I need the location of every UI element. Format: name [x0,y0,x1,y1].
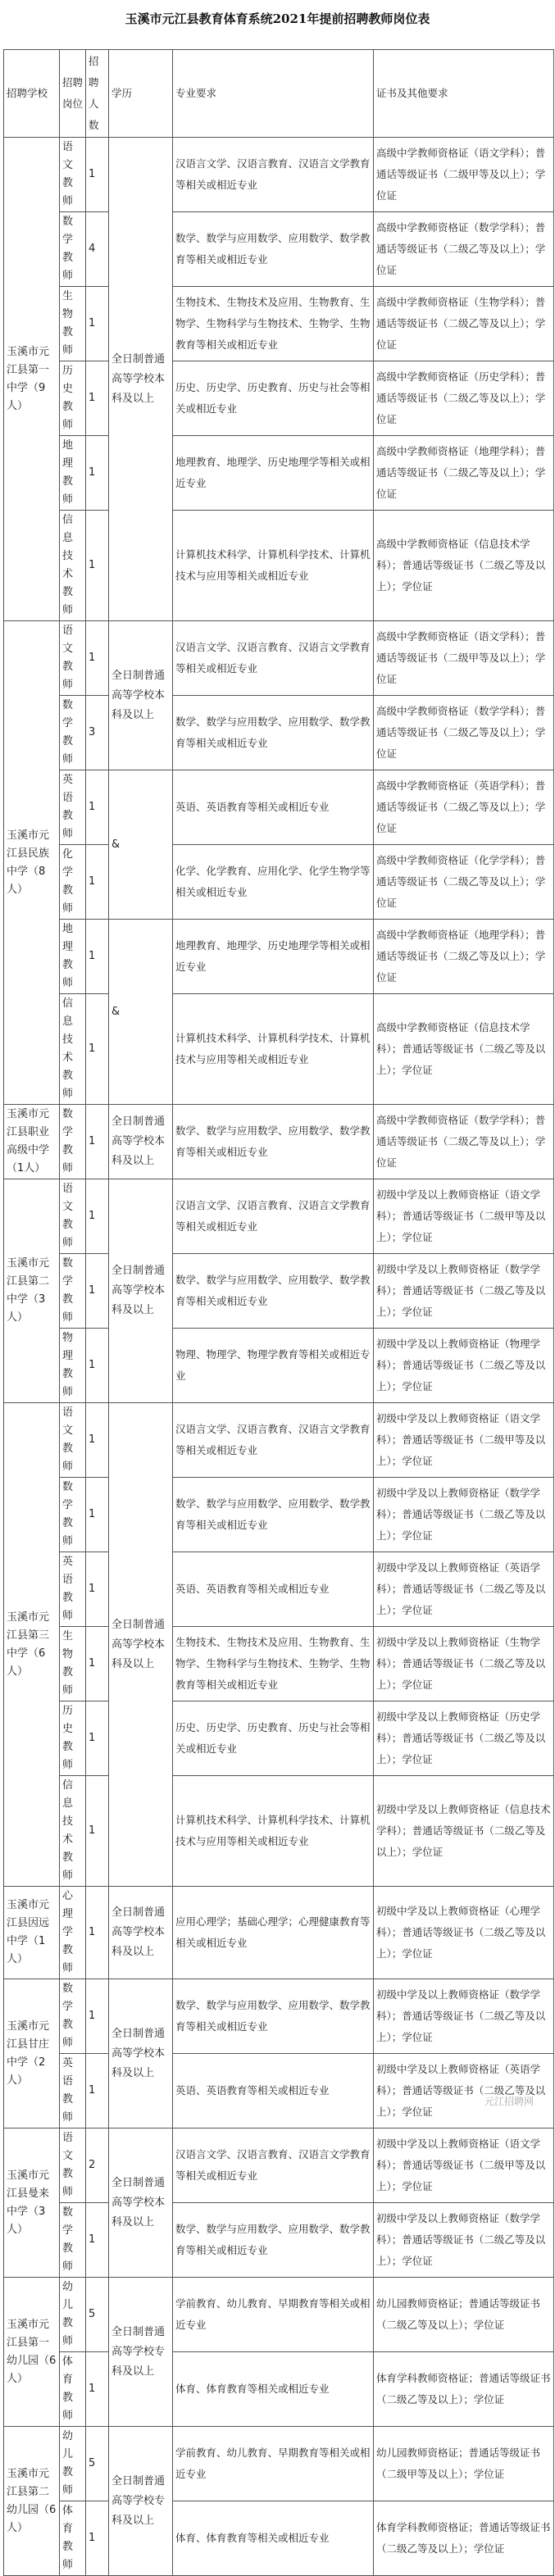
watermark: 元江招聘网 [484,2096,534,2107]
position-cell: 语文教师 [60,621,86,696]
education-cell: 全日制普通高等学校专科及以上 [109,2278,173,2427]
cert-cell: 高级中学教师资格证（数学学科）；普通话等级证书（二级乙等及以上）；学位证 [374,1105,554,1179]
table-row [4,1979,554,2054]
school-cell: 玉溪市元江县甘庄中学（2人） [4,1979,60,2128]
table-row [4,1254,554,1329]
position-cell: 英语教师 [60,1552,86,1627]
count-cell: 1 [86,1403,109,1478]
position-cell: 体育教师 [60,2352,86,2427]
cert-cell: 初级中学及以上教师资格证（数学学科）；普通话等级证书（二级乙等及以上）；学位证 [374,2203,554,2278]
cert-cell: 初级中学及以上教师资格证（数学学科）；普通话等级证书（二级乙等及以上）；学位证 [374,1979,554,2054]
table-row [4,2054,554,2128]
table-row [4,2203,554,2278]
school-cell: 玉溪市元江县曼来中学（3人） [4,2128,60,2278]
table-row [4,1776,554,1887]
position-cell: 英语教师 [60,2054,86,2128]
table-row [4,511,554,621]
table-row [4,287,554,361]
header-cert: 证书及其他要求 [374,50,554,138]
table-row [4,920,554,994]
cert-cell: 高级中学教师资格证（英语学科）；普通话等级证书（二级乙等及以上）；学位证 [374,770,554,845]
education-cell: 全日制普通高等学校本科及以上 [109,1887,173,1979]
school-cell: 玉溪市元江县第二幼儿园（6人） [4,2427,60,2576]
table-row [4,845,554,920]
major-cell: 数学、数学与应用数学、应用数学、数学教育等相关或相近专业 [173,2203,374,2278]
major-cell: 数学、数学与应用数学、应用数学、数学教育等相关或相近专业 [173,212,374,287]
cert-cell: 初级中学及以上教师资格证（英语学科）；普通话等级证书（二级乙等及以上）；学位证 [374,1552,554,1627]
recruitment-table [3,49,554,2576]
cert-cell: 体育学科教师资格证；普通话等级证书（二级乙等及以上）；学位证 [374,2352,554,2427]
school-cell: 玉溪市元江县第一幼儿园（6人） [4,2278,60,2427]
cert-cell: 幼儿园教师资格证；普通话等级证书（二级甲等及以上）；学位证 [374,2427,554,2501]
education-cell: 全日制普通高等学校本科及以上 [109,1979,173,2128]
position-cell: 地理教师 [60,436,86,511]
count-cell: 1 [86,2352,109,2427]
count-cell: 5 [86,2427,109,2501]
count-cell: 1 [86,2203,109,2278]
major-cell: 生物技术、生物技术及应用、生物教育、生物学、生物科学与生物技术、生物学、生物教育等相关或相近专业 [173,1627,374,1701]
count-cell: 1 [86,1627,109,1701]
table-row [4,1887,554,1979]
position-cell: 英语教师 [60,770,86,845]
count-cell: 1 [86,920,109,994]
cert-cell: 初级中学及以上教师资格证（语文学科）；普通话等级证书（二级甲等及以上）；学位证 [374,2128,554,2203]
major-cell: 汉语言文学、汉语言教育、汉语言文学教育等相关或相近专业 [173,1403,374,1478]
table-row [4,770,554,845]
header-school: 招聘学校 [4,50,60,138]
count-cell: 1 [86,1254,109,1329]
major-cell: 应用心理学；基础心理学；心理健康教育等相关或相近专业 [173,1887,374,1979]
cert-cell: 初级中学及以上教师资格证（数学学科）；普通话等级证书（二级乙等及以上）；学位证 [374,1478,554,1552]
count-cell: 2 [86,2128,109,2203]
table-row [4,138,554,212]
position-cell: 体育教师 [60,2501,86,2576]
table-header-row [4,50,554,138]
position-cell: 历史教师 [60,361,86,436]
cert-cell: 高级中学教师资格证（语文学科）；普通话等级证书（二级甲等及以上）；学位证 [374,621,554,696]
count-cell: 1 [86,1887,109,1979]
table-row [4,212,554,287]
cert-cell: 初级中学及以上教师资格证（心理学科）；普通话等级证书（二级乙等及以上）；学位证 [374,1887,554,1979]
header-major: 专业要求 [173,50,374,138]
position-cell: 数学教师 [60,1105,86,1179]
school-cell: 玉溪市元江县因远中学（1人） [4,1887,60,1979]
major-cell: 学前教育、幼儿教育、早期教育等相关或相近专业 [173,2427,374,2501]
position-cell: 心理学教师 [60,1887,86,1979]
education-cell: & [109,920,173,1105]
major-cell: 数学、数学与应用数学、应用数学、数学教育等相关或相近专业 [173,1979,374,2054]
position-cell: 数学教师 [60,2203,86,2278]
education-cell: 全日制普通高等学校本科及以上 [109,1179,173,1403]
count-cell: 1 [86,2054,109,2128]
table-row [4,361,554,436]
table-row [4,621,554,696]
position-cell: 语文教师 [60,1179,86,1254]
table-row [4,1627,554,1701]
major-cell: 计算机技术科学、计算机科学技术、计算机技术与应用等相关或相近专业 [173,1776,374,1887]
school-cell: 玉溪市元江县第三中学（6人） [4,1403,60,1887]
position-cell: 数学教师 [60,212,86,287]
table-row [4,1105,554,1179]
cert-cell: 初级中学及以上教师资格证（信息技术学科）；普通话等级证书（二级乙等及以上）；学位证 [374,1776,554,1887]
header-count: 招聘人数 [86,50,109,138]
count-cell: 1 [86,511,109,621]
cert-cell: 高级中学教师资格证（化学学科）；普通话等级证书（二级乙等及以上）；学位证 [374,845,554,920]
education-cell: 全日制普通高等学校专科及以上 [109,2427,173,2576]
cert-cell: 初级中学及以上教师资格证（英语学科）；普通话等级证书（二级乙等及以上）；学位证 [374,2054,554,2128]
major-cell: 汉语言文学、汉语言教育、汉语言文学教育等相关或相近专业 [173,1179,374,1254]
education-cell: 全日制普通高等学校本科及以上 [109,1105,173,1179]
major-cell: 体育、体育教育等相关或相近专业 [173,2352,374,2427]
school-cell: 玉溪市元江县职业高级中学（1人） [4,1105,60,1179]
major-cell: 历史、历史学、历史教育、历史与社会等相关或相近专业 [173,361,374,436]
table-row [4,1329,554,1403]
position-cell: 信息技术教师 [60,994,86,1105]
table-row [4,994,554,1105]
cert-cell: 幼儿园教师资格证；普通话等级证书（二级乙等及以上）；学位证 [374,2278,554,2352]
cert-cell: 初级中学及以上教师资格证（物理学科）；普通话等级证书（二级乙等及以上）；学位证 [374,1329,554,1403]
position-cell: 幼儿教师 [60,2427,86,2501]
cert-cell: 初级中学及以上教师资格证（语文学科）；普通话等级证书（二级甲等及以上）；学位证 [374,1179,554,1254]
position-cell: 数学教师 [60,1254,86,1329]
major-cell: 数学、数学与应用数学、应用数学、数学教育等相关或相近专业 [173,1478,374,1552]
cert-cell: 高级中学教师资格证（地理学科）；普通话等级证书（二级乙等及以上）；学位证 [374,920,554,994]
education-cell: 全日制普通高等学校本科及以上 [109,138,173,621]
major-cell: 物理、物理学、物理学教育等相关或相近专业 [173,1329,374,1403]
table-row [4,2501,554,2576]
school-cell: 玉溪市元江县第二中学（3人） [4,1179,60,1403]
major-cell: 英语、英语教育等相关或相近专业 [173,770,374,845]
count-cell: 1 [86,994,109,1105]
major-cell: 学前教育、幼儿教育、早期教育等相关或相近专业 [173,2278,374,2352]
cert-cell: 初级中学及以上教师资格证（语文学科）；普通话等级证书（二级甲等及以上）；学位证 [374,1403,554,1478]
count-cell: 1 [86,287,109,361]
header-position: 招聘岗位 [60,50,86,138]
cert-cell: 初级中学及以上教师资格证（数学学科）；普通话等级证书（二级乙等及以上）；学位证 [374,1254,554,1329]
major-cell: 生物技术、生物技术及应用、生物教育、生物学、生物科学与生物技术、生物学、生物教育等相关或相近专业 [173,287,374,361]
cert-cell: 高级中学教师资格证（历史学科）；普通话等级证书（二级乙等及以上）；学位证 [374,361,554,436]
cert-cell: 高级中学教师资格证（数学学科）；普通话等级证书（二级乙等及以上）；学位证 [374,696,554,770]
position-cell: 语文教师 [60,138,86,212]
cert-cell: 高级中学教师资格证（信息技术学科）；普通话等级证书（二级乙等及以上）；学位证 [374,511,554,621]
cert-cell: 高级中学教师资格证（语文学科）；普通话等级证书（二级甲等及以上）；学位证 [374,138,554,212]
position-cell: 生物教师 [60,1627,86,1701]
major-cell: 汉语言文学、汉语言教育、汉语言文学教育等相关或相近专业 [173,2128,374,2203]
cert-cell: 初级中学及以上教师资格证（历史学科）；普通话等级证书（二级乙等及以上）；学位证 [374,1701,554,1776]
count-cell: 1 [86,621,109,696]
count-cell: 1 [86,1105,109,1179]
table-row [4,2128,554,2203]
position-cell: 数学教师 [60,1478,86,1552]
major-cell: 体育、体育教育等相关或相近专业 [173,2501,374,2576]
table-row [4,436,554,511]
cert-cell: 体育学科教师资格证；普通话等级证书（二级乙等及以上）；学位证 [374,2501,554,2576]
major-cell: 地理教育、地理学、历史地理学等相关或相近专业 [173,436,374,511]
major-cell: 计算机技术科学、计算机科学技术、计算机技术与应用等相关或相近专业 [173,511,374,621]
table-row [4,1552,554,1627]
position-cell: 语文教师 [60,2128,86,2203]
position-cell: 化学教师 [60,845,86,920]
table-row [4,2352,554,2427]
position-cell: 数学教师 [60,1979,86,2054]
table-body [4,138,554,2576]
cert-cell: 高级中学教师资格证（生物学科）；普通话等级证书（二级乙等及以上）；学位证 [374,287,554,361]
header-education: 学历 [109,50,173,138]
position-cell: 语文教师 [60,1403,86,1478]
count-cell: 3 [86,696,109,770]
table-row [4,2278,554,2352]
position-cell: 历史教师 [60,1701,86,1776]
count-cell: 5 [86,2278,109,2352]
position-cell: 幼儿教师 [60,2278,86,2352]
cert-cell: 高级中学教师资格证（信息技术学科）；普通话等级证书（二级乙等及以上）；学位证 [374,994,554,1105]
major-cell: 历史、历史学、历史教育、历史与社会等相关或相近专业 [173,1701,374,1776]
education-cell: 全日制普通高等学校本科及以上 [109,1403,173,1887]
major-cell: 计算机技术科学、计算机科学技术、计算机技术与应用等相关或相近专业 [173,994,374,1105]
count-cell: 4 [86,212,109,287]
table-row [4,1701,554,1776]
major-cell: 数学、数学与应用数学、应用数学、数学教育等相关或相近专业 [173,1254,374,1329]
count-cell: 1 [86,2501,109,2576]
major-cell: 数学、数学与应用数学、应用数学、数学教育等相关或相近专业 [173,1105,374,1179]
count-cell: 1 [86,770,109,845]
count-cell: 1 [86,1552,109,1627]
position-cell: 地理教师 [60,920,86,994]
major-cell: 英语、英语教育等相关或相近专业 [173,2054,374,2128]
position-cell: 生物教师 [60,287,86,361]
school-cell: 玉溪市元江县第一中学（9人） [4,138,60,621]
major-cell: 化学、化学教育、应用化学、化学生物学等相关或相近专业 [173,845,374,920]
count-cell: 1 [86,1979,109,2054]
count-cell: 1 [86,1701,109,1776]
major-cell: 汉语言文学、汉语言教育、汉语言文学教育等相关或相近专业 [173,621,374,696]
count-cell: 1 [86,436,109,511]
education-cell: 全日制普通高等学校本科及以上 [109,621,173,770]
position-cell: 信息技术教师 [60,1776,86,1887]
table-row [4,1179,554,1254]
cert-cell: 高级中学教师资格证（地理学科）；普通话等级证书（二级乙等及以上）；学位证 [374,436,554,511]
cert-cell: 高级中学教师资格证（数学学科）；普通话等级证书（二级乙等及以上）；学位证 [374,212,554,287]
education-cell: & [109,770,173,920]
count-cell: 1 [86,1329,109,1403]
major-cell: 英语、英语教育等相关或相近专业 [173,1552,374,1627]
position-cell: 数学教师 [60,696,86,770]
page-title: 玉溪市元江县教育体育系统2021年提前招聘教师岗位表 [125,11,430,26]
table-row [4,2427,554,2501]
table-row [4,1478,554,1552]
table-row [4,696,554,770]
count-cell: 1 [86,1179,109,1254]
count-cell: 1 [86,361,109,436]
table-row [4,1403,554,1478]
major-cell: 汉语言文学、汉语言教育、汉语言文学教育等相关或相近专业 [173,138,374,212]
education-cell: 全日制普通高等学校本科及以上 [109,2128,173,2278]
count-cell: 1 [86,845,109,920]
position-cell: 信息技术教师 [60,511,86,621]
major-cell: 地理教育、地理学、历史地理学等相关或相近专业 [173,920,374,994]
count-cell: 1 [86,138,109,212]
count-cell: 1 [86,1776,109,1887]
school-cell: 玉溪市元江县民族中学（8人） [4,621,60,1105]
cert-cell: 初级中学及以上教师资格证（生物学科）；普通话等级证书（二级乙等及以上）；学位证 [374,1627,554,1701]
count-cell: 1 [86,1478,109,1552]
major-cell: 数学、数学与应用数学、应用数学、数学教育等相关或相近专业 [173,696,374,770]
position-cell: 物理教师 [60,1329,86,1403]
